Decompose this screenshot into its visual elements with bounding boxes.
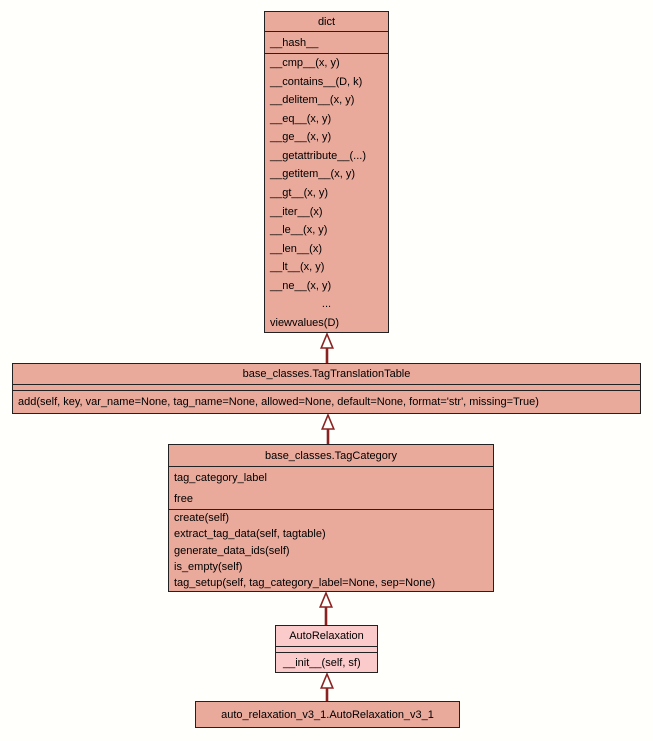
attribute-row: __hash__ <box>270 36 319 49</box>
attribute-row: free <box>174 492 193 505</box>
methods-compartment <box>276 653 377 672</box>
attribute-row: tag_category_label <box>174 471 267 484</box>
method-row: __getattribute__(...) <box>270 149 367 162</box>
method-row: __eq__(x, y) <box>270 112 332 125</box>
class-box-tag-category[interactable] <box>168 444 494 592</box>
hollow-triangle-arrowhead-icon <box>319 333 335 363</box>
attributes-compartment <box>169 467 493 510</box>
hollow-triangle-arrowhead-icon <box>318 592 334 625</box>
method-row: tag_setup(self, tag_category_label=None, sep=None) <box>174 576 436 589</box>
method-row: __delitem__(x, y) <box>270 94 355 107</box>
ellipsis-row: ... <box>321 298 332 311</box>
method-row: __init__(self, sf) <box>283 656 361 669</box>
method-row: __gt__(x, y) <box>270 186 329 199</box>
method-row: __le__(x, y) <box>270 224 328 237</box>
method-row: __iter__(x) <box>270 205 323 218</box>
class-title-auto-relaxation: AutoRelaxation <box>276 626 377 647</box>
method-row: __ge__(x, y) <box>270 131 332 144</box>
methods-compartment <box>265 54 388 332</box>
method-row: generate_data_ids(self) <box>174 544 290 557</box>
method-row: __ne__(x, y) <box>270 279 332 292</box>
method-row: viewvalues(D) <box>270 316 340 329</box>
inheritance-arrow <box>319 333 335 363</box>
class-box-auto-relaxation[interactable] <box>275 625 378 673</box>
method-row: __getitem__(x, y) <box>270 168 355 181</box>
inheritance-arrow <box>320 414 336 444</box>
class-title-dict: dict <box>265 12 388 32</box>
class-box-tag-translation-table[interactable] <box>12 363 641 414</box>
class-title-auto-relaxation-v3-1: auto_relaxation_v3_1.AutoRelaxation_v3_1 <box>221 708 434 721</box>
method-row: __contains__(D, k) <box>270 75 363 88</box>
method-row: __len__(x) <box>270 242 322 255</box>
inheritance-arrow <box>318 592 334 625</box>
method-row: is_empty(self) <box>174 560 243 573</box>
methods-compartment <box>169 510 493 591</box>
class-box-auto-relaxation-v3-1[interactable] <box>195 701 460 728</box>
method-row: __cmp__(x, y) <box>270 57 340 70</box>
class-title-tag-translation-table: base_classes.TagTranslationTable <box>13 364 640 385</box>
class-title-tag-category: base_classes.TagCategory <box>169 445 493 467</box>
inheritance-arrow <box>319 673 335 701</box>
method-row: add(self, key, var_name=None, tag_name=None, allowed=None, default=None, format='str', missing=True) <box>18 396 539 408</box>
methods-compartment <box>13 391 640 413</box>
class-box-dict[interactable] <box>264 11 389 333</box>
method-row: extract_tag_data(self, tagtable) <box>174 528 326 541</box>
hollow-triangle-arrowhead-icon <box>320 414 336 444</box>
method-row: create(self) <box>174 512 230 525</box>
method-row: __lt__(x, y) <box>270 261 325 274</box>
hollow-triangle-arrowhead-icon <box>319 673 335 701</box>
